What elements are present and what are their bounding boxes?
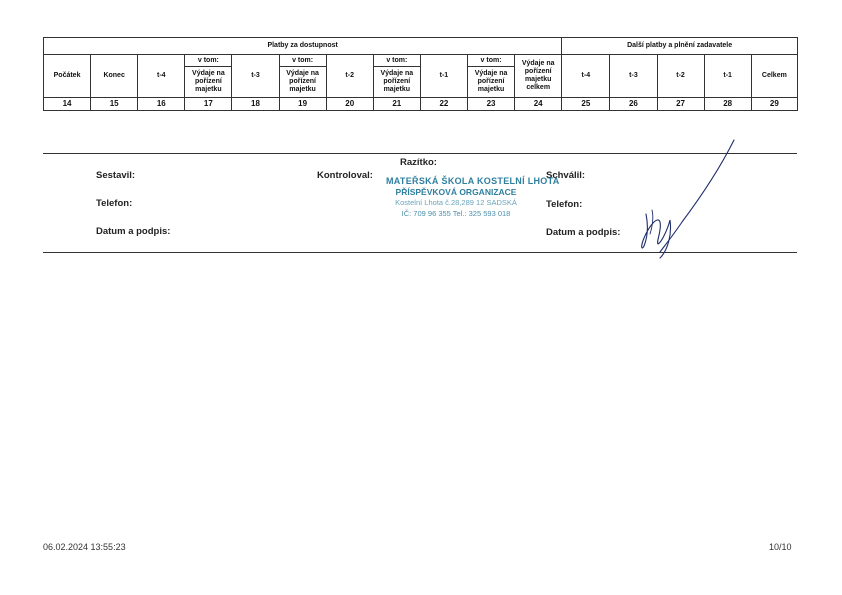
subheader-v-tom: v tom: xyxy=(373,55,420,67)
col-header-t2: t-2 xyxy=(326,55,373,98)
availability-payments-table xyxy=(43,37,798,111)
subheader-v-tom: v tom: xyxy=(467,55,514,67)
stamp-label: Razítko: xyxy=(400,157,437,168)
compiled-by-label: Sestavil: xyxy=(96,170,136,181)
col-header-other-t3: t-3 xyxy=(610,55,657,98)
column-number: 21 xyxy=(373,98,420,111)
stamp-line-3: Kostelní Lhota č.28,289 12 SADSKÁ xyxy=(395,198,517,207)
checked-by-label: Kontroloval: xyxy=(317,170,373,181)
column-number: 26 xyxy=(610,98,657,111)
col-header-other-t1: t-1 xyxy=(704,55,751,98)
page-number: 10/10 xyxy=(769,542,792,552)
col-header-asset-expenses-total: Výdaje na pořízení majetku celkem xyxy=(515,55,562,98)
column-number: 29 xyxy=(751,98,797,111)
column-number: 22 xyxy=(420,98,467,111)
col-header-end: Konec xyxy=(91,55,138,98)
column-number: 25 xyxy=(562,98,610,111)
column-number: 27 xyxy=(657,98,704,111)
subheader-v-tom: v tom: xyxy=(279,55,326,67)
col-header-asset-expenses-t3: Výdaje na pořízení majetku xyxy=(279,67,326,98)
column-number: 20 xyxy=(326,98,373,111)
col-header-t3: t-3 xyxy=(232,55,279,98)
phone-label-right: Telefon: xyxy=(546,199,583,210)
col-header-start: Počátek xyxy=(44,55,91,98)
col-header-t4: t-4 xyxy=(138,55,185,98)
subheader-v-tom: v tom: xyxy=(185,55,232,67)
column-number: 24 xyxy=(515,98,562,111)
column-number: 15 xyxy=(91,98,138,111)
phone-label-left: Telefon: xyxy=(96,198,133,209)
col-header-other-t2: t-2 xyxy=(657,55,704,98)
column-number-row xyxy=(44,98,798,111)
stamp-line-1: MATEŘSKÁ ŠKOLA KOSTELNÍ LHOTA xyxy=(386,176,560,186)
date-signature-label-left: Datum a podpis: xyxy=(96,226,171,237)
col-header-asset-expenses-t1: Výdaje na pořízení majetku xyxy=(467,67,514,98)
col-header-total: Celkem xyxy=(751,55,797,98)
group-header-payments: Platby za dostupnost xyxy=(44,38,562,55)
column-number: 28 xyxy=(704,98,751,111)
column-number: 23 xyxy=(467,98,514,111)
column-number: 14 xyxy=(44,98,91,111)
column-number: 17 xyxy=(185,98,232,111)
column-number: 19 xyxy=(279,98,326,111)
column-number: 18 xyxy=(232,98,279,111)
group-header-other: Další platby a plnění zadavatele xyxy=(562,38,798,55)
stamp-line-4: IČ: 709 96 355 Tel.: 325 593 018 xyxy=(401,209,511,218)
stamp-line-2: PŘÍSPĚVKOVÁ ORGANIZACE xyxy=(395,187,517,197)
col-header-asset-expenses-t2: Výdaje na pořízení majetku xyxy=(373,67,420,98)
col-header-other-t4: t-4 xyxy=(562,55,610,98)
handwritten-signature xyxy=(630,138,740,260)
approved-by-label: Schválil: xyxy=(546,170,586,181)
date-signature-label-right: Datum a podpis: xyxy=(546,227,621,238)
column-number: 16 xyxy=(138,98,185,111)
col-header-t1: t-1 xyxy=(420,55,467,98)
col-header-asset-expenses-t4: Výdaje na pořízení majetku xyxy=(185,67,232,98)
print-timestamp: 06.02.2024 13:55:23 xyxy=(43,542,126,552)
